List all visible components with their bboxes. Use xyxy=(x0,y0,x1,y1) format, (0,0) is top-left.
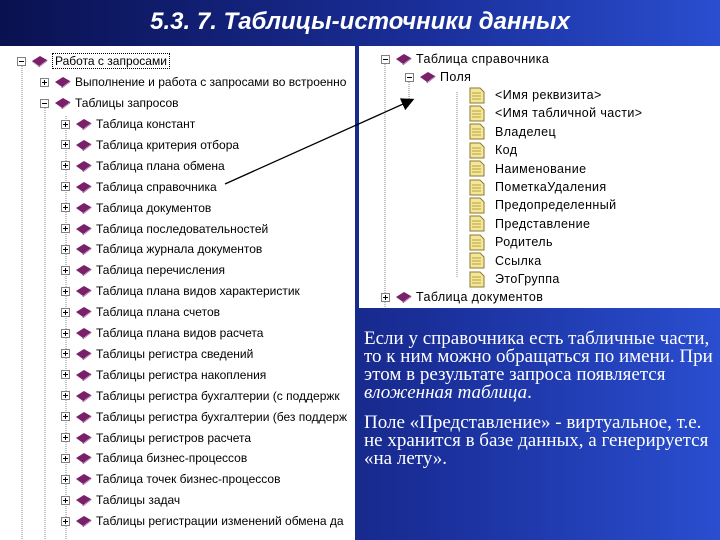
paragraph-2: Поле «Представление» - виртуальное, т.е. не хранится в базе данных, а генерируется «на лету». xyxy=(364,412,709,469)
explanation-text xyxy=(364,330,714,480)
field-label: <Имя табличной части> xyxy=(495,106,643,121)
tree-label: Таблица плана видов расчета xyxy=(96,326,264,340)
tree-label-root: Работа с запросами xyxy=(52,53,170,69)
paragraph-1-end: . xyxy=(527,382,532,403)
tree-label: Таблица плана видов характеристик xyxy=(96,284,300,299)
tree-label: Таблица плана обмена xyxy=(96,158,225,173)
tree-label: Таблица критерия отбора xyxy=(96,137,240,152)
tree-label: Таблицы регистра накопления xyxy=(96,367,267,382)
field-label: ПометкаУдаления xyxy=(495,180,607,194)
tree-label-exec: Выполнение и работа с запросами во встроенно xyxy=(75,75,347,89)
slide-title: 5.3. 7. Таблицы-источники данных xyxy=(150,8,570,35)
tree-label: Таблицы регистра бухгалтерии (без поддерж xyxy=(96,409,348,424)
right-tree-label-root: Таблица справочника xyxy=(416,52,550,66)
paragraph-1 xyxy=(364,330,714,402)
tree-label: Таблица справочника xyxy=(96,179,217,194)
tree-label: Таблицы регистра бухгалтерии (с поддержк xyxy=(96,388,340,403)
field-label: <Имя реквизита> xyxy=(495,88,602,102)
field-label: Ссылка xyxy=(495,253,542,268)
right-tree-label-fields: Поля xyxy=(440,70,472,84)
tree-label: Таблица журнала документов xyxy=(96,242,263,257)
tree-label: Таблицы регистров расчета xyxy=(96,430,252,445)
paragraph-1-italic: вложенная таблица xyxy=(364,382,528,403)
tree-label: Таблицы задач xyxy=(96,493,181,508)
tree-label: Таблица бизнес-процессов xyxy=(96,451,248,466)
field-label: Предопределенный xyxy=(495,198,617,213)
right-tree-label-next: Таблица документов xyxy=(416,290,544,304)
tree-label-tables: Таблицы запросов xyxy=(75,96,179,110)
field-label: Код xyxy=(495,143,518,158)
tree-label: Таблица точек бизнес-процессов xyxy=(96,472,281,487)
tree-label: Таблица последовательностей xyxy=(96,221,269,236)
field-label: Наименование xyxy=(495,161,587,176)
field-label: Родитель xyxy=(495,235,553,250)
tree-label: Таблица перечисления xyxy=(96,263,225,278)
field-label: ЭтоГруппа xyxy=(495,272,560,286)
tree-label: Таблица констант xyxy=(96,117,196,131)
field-label: Владелец xyxy=(495,124,557,139)
tree-label: Таблица документов xyxy=(96,200,212,215)
field-label: Представление xyxy=(495,216,591,231)
tree-label: Таблицы регистра сведений xyxy=(96,346,254,361)
tree-label: Таблицы регистрации изменений обмена да xyxy=(96,514,344,529)
paragraph-1-text: Если у справочника есть табличные части, то к ним можно обращаться по имени. При этом в результате запроса появляется xyxy=(364,328,713,385)
tree-label: Таблица плана счетов xyxy=(96,305,220,320)
